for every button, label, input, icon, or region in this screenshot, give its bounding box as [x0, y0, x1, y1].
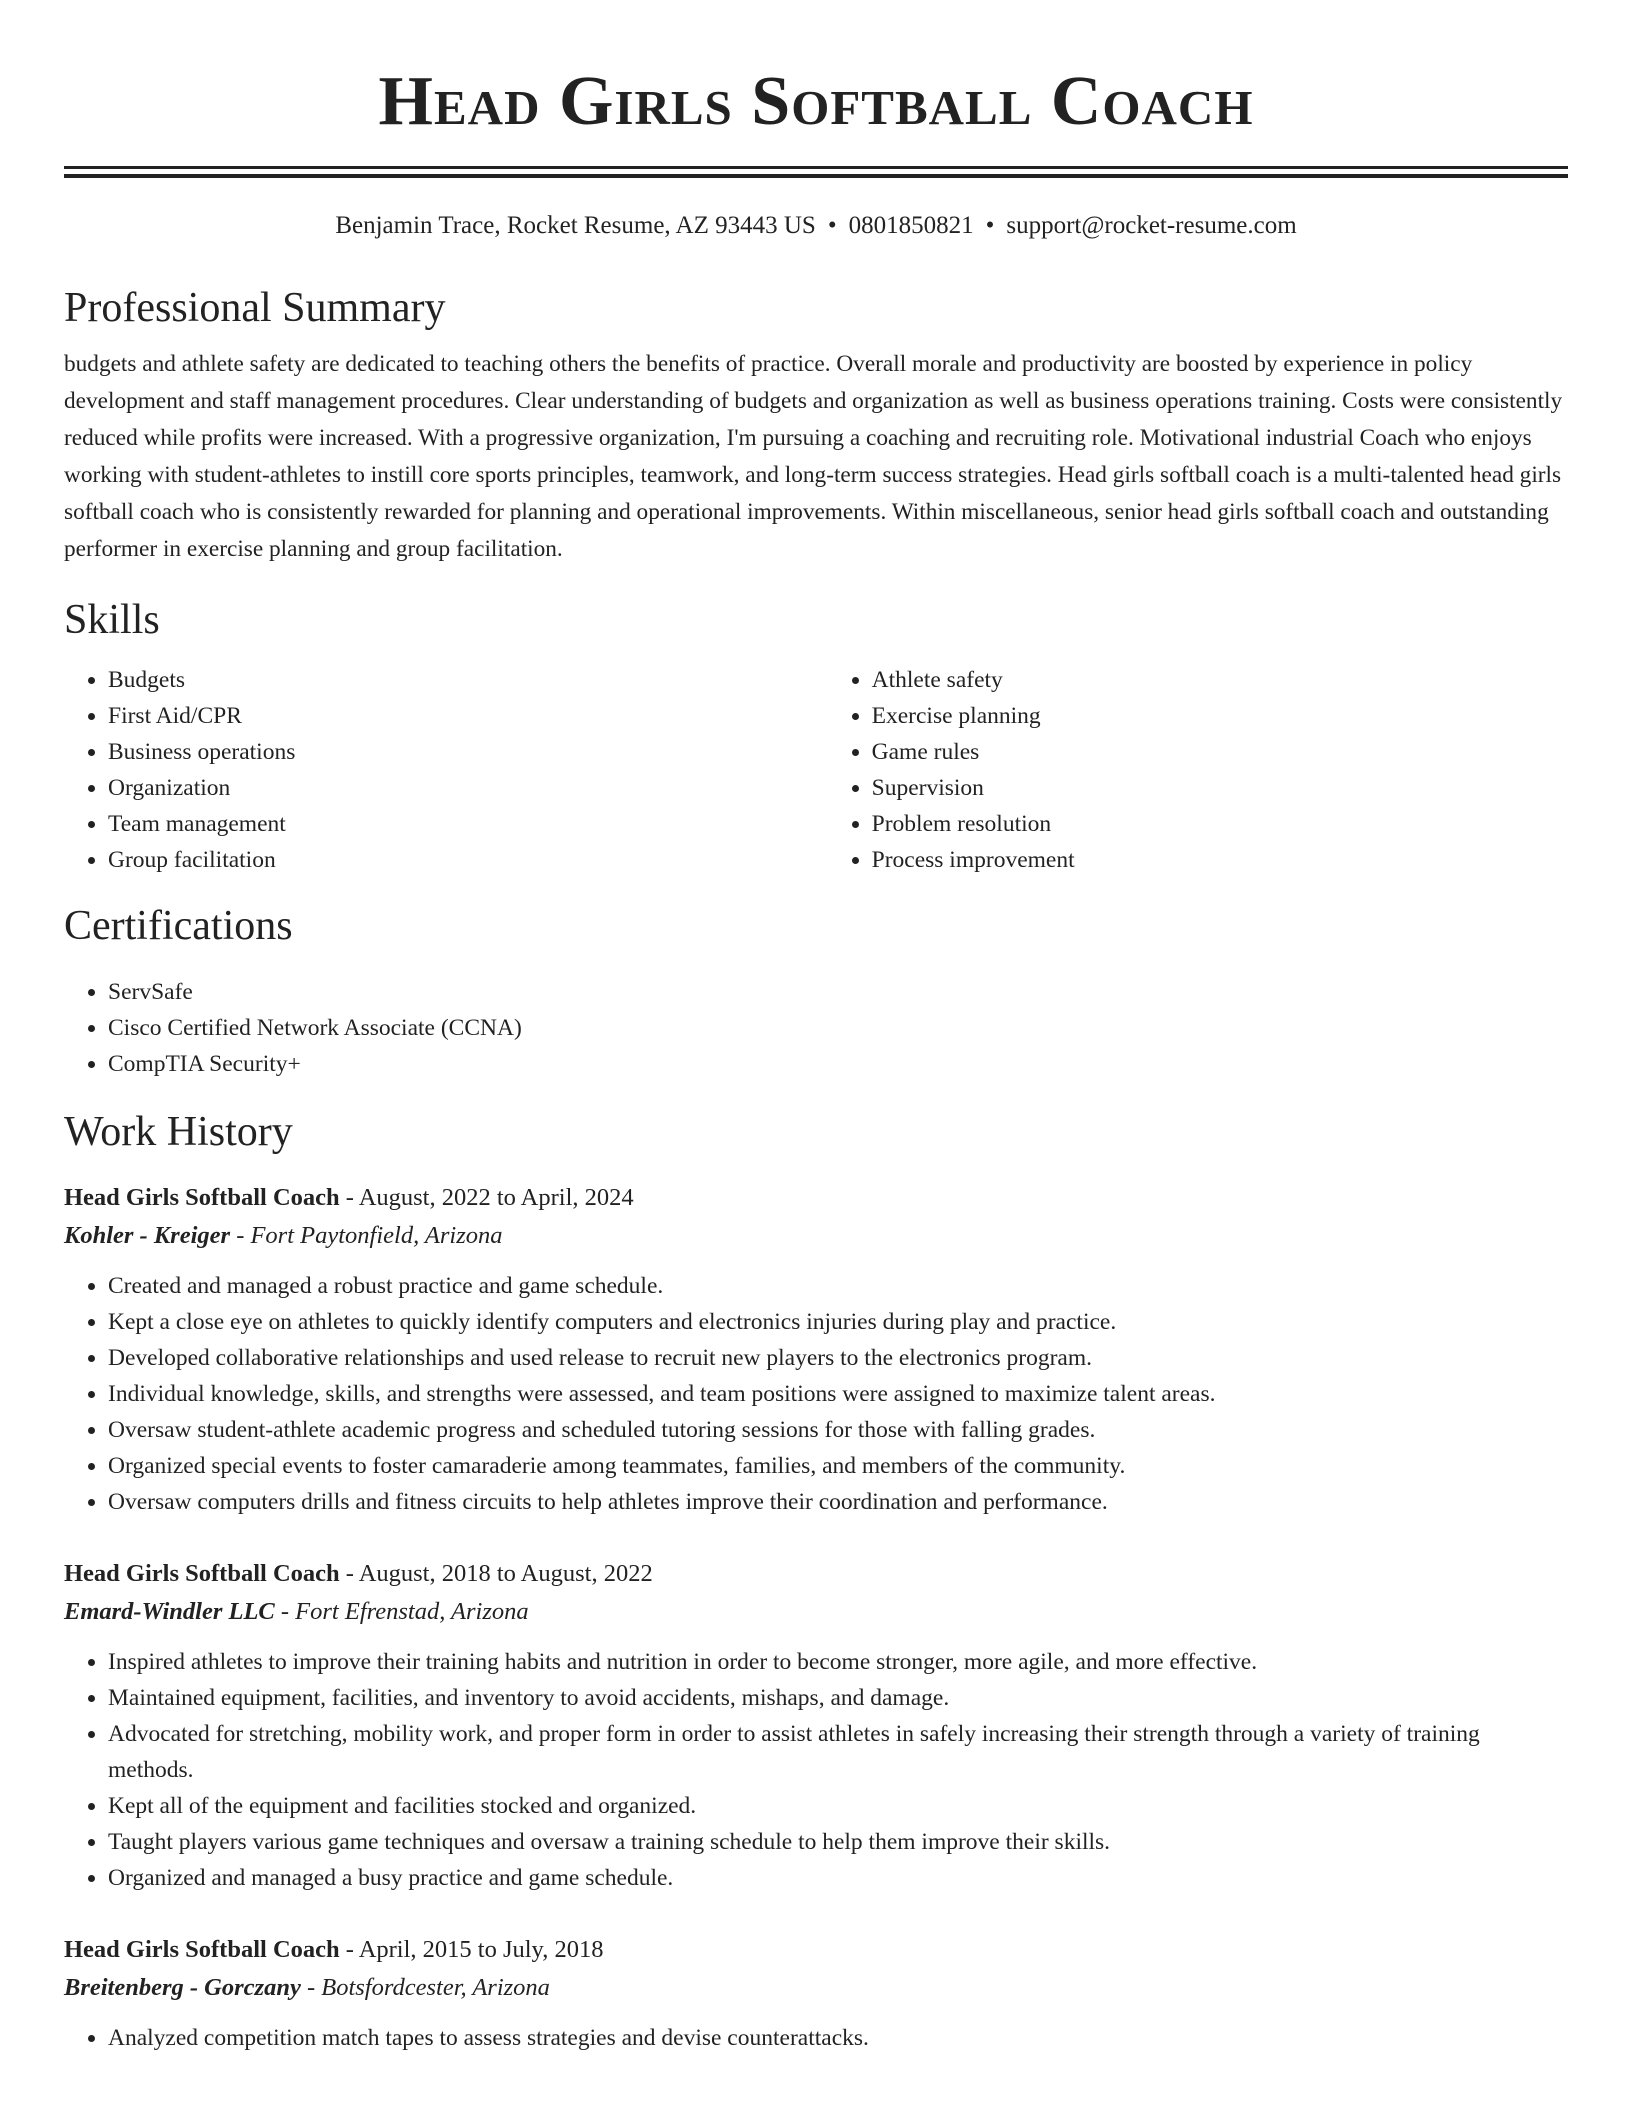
job-duty: • Individual knowledge, skills, and strengths were assessed, and team positions were assigned to maximize talent areas.: [108, 1376, 1568, 1412]
job-duty: • Kept a close eye on athletes to quickly identify computers and electronics injuries during play and practice.: [108, 1304, 1568, 1340]
resume-page: [64, 0, 1568, 2056]
skill-item: • Group facilitation: [108, 842, 828, 878]
job-employer: [64, 1216, 1568, 1256]
skill-item: • Budgets: [108, 662, 828, 698]
job-company: Kohler - Kreiger: [64, 1222, 231, 1249]
job-header: [64, 1180, 1568, 1216]
job-entry: [64, 1180, 1568, 1520]
header-divider: [64, 166, 1568, 169]
job-duties: [64, 2020, 1568, 2056]
job-entry: [64, 1556, 1568, 1896]
certification-item: • ServSafe: [108, 974, 1568, 1010]
job-dates: - August, 2022 to April, 2024: [339, 1184, 634, 1211]
skills-column-right: [828, 662, 1568, 878]
job-duty: • Analyzed competition match tapes to assess strategies and devise counterattacks.: [108, 2020, 1568, 2056]
resume-title: Head Girls Softball Coach: [378, 63, 1254, 140]
job-entry: [64, 1932, 1568, 2056]
job-duty: • Oversaw student-athlete academic progress and scheduled tutoring sessions for those with falling grades.: [108, 1412, 1568, 1448]
summary-text: budgets and athlete safety are dedicated to teaching others the benefits of practice. Overall morale and productivity are boosted by experience in policy development and staff management procedures. Clear understanding of budgets and organization as well as business operations training. Costs were consistently reduced while profits were increased. With a progressive organization, I'm pursuing a coaching and recruiting role. Motivational industrial Coach who enjoys working with student-athletes to instill core sports principles, teamwork, and long-term success strategies. Head girls softball coach is a multi-talented head girls softball coach who is consistently rewarded for planning and operational improvements. Within miscellaneous, senior head girls softball coach and outstanding performer in exercise planning and group facilitation.: [64, 351, 1563, 562]
job-company: Emard-Windler LLC: [64, 1598, 275, 1625]
certification-item: • Cisco Certified Network Associate (CCNA): [108, 1010, 1568, 1046]
job-location: - Fort Efrenstad, Arizona: [274, 1598, 529, 1625]
job-duties: [64, 1268, 1568, 1520]
job-duty: • Maintained equipment, facilities, and inventory to avoid accidents, mishaps, and damage.: [108, 1680, 1568, 1716]
job-duty: • Created and managed a robust practice and game schedule.: [108, 1268, 1568, 1304]
job-title: Head Girls Softball Coach: [64, 1560, 340, 1587]
job-title: Head Girls Softball Coach: [64, 1184, 340, 1211]
job-employer: [64, 1968, 1568, 2008]
job-duty: • Kept all of the equipment and facilities stocked and organized.: [108, 1788, 1568, 1824]
skill-item: • Business operations: [108, 734, 828, 770]
job-title: Head Girls Softball Coach: [64, 1936, 340, 1963]
skill-item: • First Aid/CPR: [108, 698, 828, 734]
certification-item: • CompTIA Security+: [108, 1046, 1568, 1082]
skill-item: • Supervision: [872, 770, 1568, 806]
job-duties: [64, 1644, 1568, 1896]
header-divider-secondary: [64, 174, 1568, 178]
skills-column-left: [64, 662, 828, 878]
skills-heading: Skills: [64, 597, 160, 643]
skill-item: • Game rules: [872, 734, 1568, 770]
job-duty: • Advocated for stretching, mobility work, and proper form in order to assist athletes in safely increasing their strength through a variety of training methods.: [108, 1716, 1568, 1788]
job-dates: - August, 2018 to August, 2022: [339, 1560, 653, 1587]
job-header: [64, 1556, 1568, 1592]
skill-item: • Team management: [108, 806, 828, 842]
job-duty: • Organized special events to foster camaraderie among teammates, families, and members of the community.: [108, 1448, 1568, 1484]
skills-list: [64, 662, 1568, 878]
skill-item: • Organization: [108, 770, 828, 806]
job-duty: • Organized and managed a busy practice and game schedule.: [108, 1860, 1568, 1896]
contact-line: [64, 210, 1568, 242]
skill-item: • Process improvement: [872, 842, 1568, 878]
job-duty: • Oversaw computers drills and fitness circuits to help athletes improve their coordination and performance.: [108, 1484, 1568, 1520]
job-dates: - April, 2015 to July, 2018: [339, 1936, 604, 1963]
job-company: Breitenberg - Gorczany: [64, 1974, 301, 2001]
skill-item: • Exercise planning: [872, 698, 1568, 734]
job-location: - Fort Paytonfield, Arizona: [230, 1222, 503, 1249]
job-employer: [64, 1592, 1568, 1632]
job-location: - Botsfordcester, Arizona: [300, 1974, 550, 2001]
contact-separator: •: [827, 212, 837, 239]
summary-heading: Professional Summary: [64, 285, 446, 331]
certifications-heading: Certifications: [64, 903, 293, 949]
job-duty: • Taught players various game techniques and oversaw a training schedule to help them improve their skills.: [108, 1824, 1568, 1860]
contact-email: support@rocket-resume.com: [1006, 212, 1297, 239]
job-duty: • Developed collaborative relationships and used release to recruit new players to the electronics program.: [108, 1340, 1568, 1376]
skill-item: • Athlete safety: [872, 662, 1568, 698]
skill-item: • Problem resolution: [872, 806, 1568, 842]
job-duty: • Inspired athletes to improve their training habits and nutrition in order to become stronger, more agile, and more effective.: [108, 1644, 1568, 1680]
work-history-heading: Work History: [64, 1109, 293, 1155]
contact-phone: 0801850821: [848, 212, 974, 239]
job-header: [64, 1932, 1568, 1968]
contact-address: Benjamin Trace, Rocket Resume, AZ 93443 US: [335, 212, 816, 239]
contact-separator: •: [985, 212, 995, 239]
certifications-list: [64, 974, 1568, 1082]
